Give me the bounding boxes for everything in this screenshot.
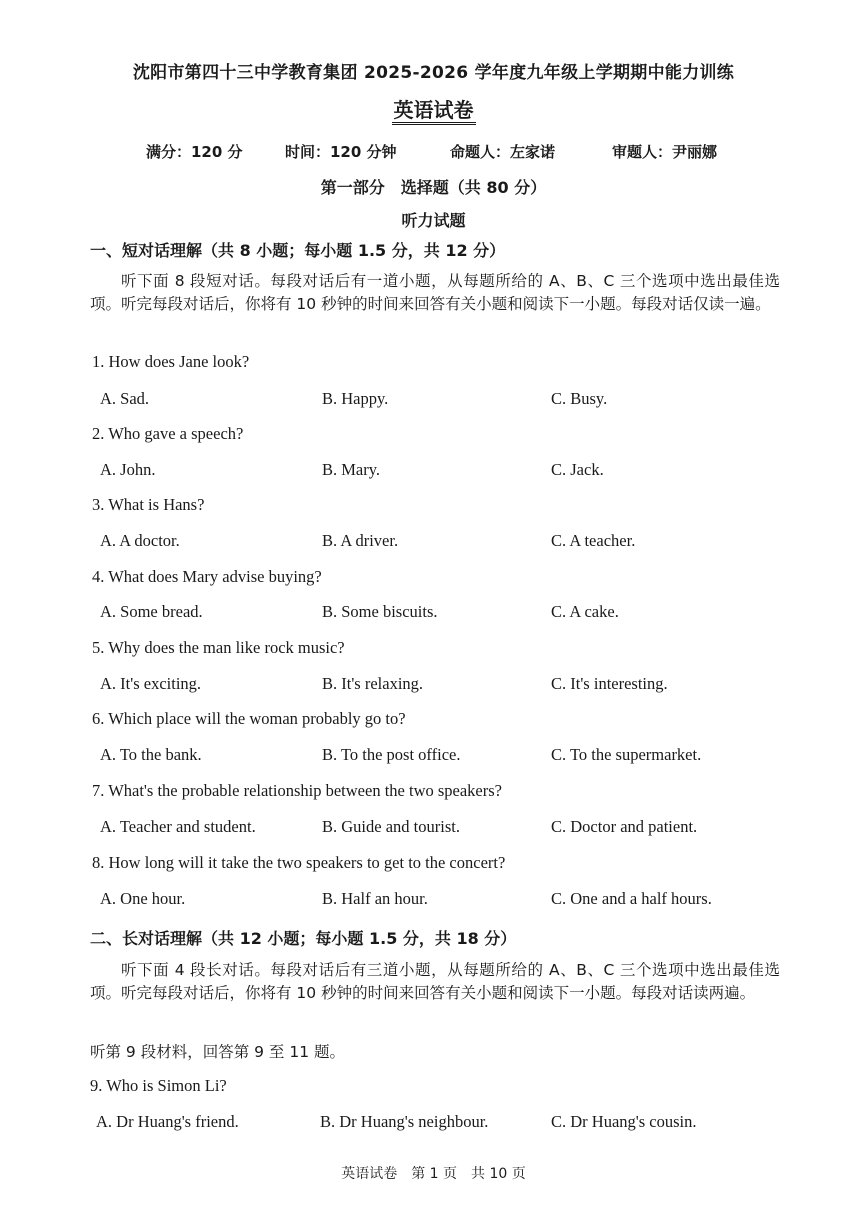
- question-1-option-a: A. Sad.: [100, 389, 150, 408]
- subject-title: 英语试卷: [0, 94, 867, 123]
- question-3-option-a: A. A doctor.: [100, 531, 180, 550]
- exam-time: 时间：120 分钟: [285, 143, 397, 161]
- section-one-heading: 一、短对话理解（共 8 小题；每小题 1.5 分，共 12 分）: [90, 241, 506, 260]
- section-two-heading: 二、长对话理解（共 12 小题；每小题 1.5 分，共 18 分）: [90, 929, 517, 948]
- question-4: 4. What does Mary advise buying?: [92, 567, 322, 586]
- question-5-option-a: A. It's exciting.: [100, 674, 202, 693]
- question-5: 5. Why does the man like rock music?: [92, 638, 345, 657]
- question-2-option-a: A. John.: [100, 460, 156, 479]
- full-score: 满分：120 分: [146, 143, 243, 161]
- question-6: 6. Which place will the woman probably go to?: [92, 709, 406, 728]
- question-8-option-a: A. One hour.: [100, 889, 186, 908]
- question-5-option-b: B. It's relaxing.: [322, 674, 424, 693]
- question-4-option-a: A. Some bread.: [100, 602, 203, 621]
- question-7-option-a: A. Teacher and student.: [100, 817, 256, 836]
- question-1: 1. How does Jane look?: [92, 352, 250, 371]
- question-author: 命题人：左家诺: [450, 143, 556, 161]
- question-8: 8. How long will it take the two speakers to get to the concert?: [92, 853, 506, 872]
- question-7: 7. What's the probable relationship between the two speakers?: [92, 781, 502, 800]
- question-1-option-c: C. Busy.: [551, 389, 608, 408]
- section-two-instructions: 听下面 4 段长对话。每段对话后有三道小题，从每题所给的 A、B、C 三个选项中选出最佳选项。听完每段对话后，你将有 10 秒钟的时间来回答有关小题和阅读下一小题。每段对话读两遍。: [90, 961, 780, 1002]
- question-7-option-b: B. Guide and tourist.: [322, 817, 460, 836]
- question-5-option-c: C. It's interesting.: [551, 674, 668, 693]
- section-one-instructions: 听下面 8 段短对话。每段对话后有一道小题，从每题所给的 A、B、C 三个选项中选出最佳选项。听完每段对话后，你将有 10 秒钟的时间来回答有关小题和阅读下一小题。每段对话仅读一遍。: [90, 272, 780, 313]
- question-6-option-b: B. To the post office.: [322, 745, 461, 764]
- question-2: 2. Who gave a speech?: [92, 424, 244, 443]
- question-2-option-b: B. Mary.: [322, 460, 381, 479]
- listening-title: 听力试题: [401, 211, 466, 230]
- question-9-option-c: C. Dr Huang's cousin.: [551, 1112, 697, 1131]
- part-one-title: 第一部分 选择题（共 80 分）: [320, 178, 547, 197]
- question-1-option-b: B. Happy.: [322, 389, 389, 408]
- page-footer: 英语试卷 第 1 页 共 10 页: [341, 1166, 526, 1182]
- question-8-option-b: B. Half an hour.: [322, 889, 428, 908]
- question-2-option-c: C. Jack.: [551, 460, 604, 479]
- question-8-option-c: C. One and a half hours.: [551, 889, 712, 908]
- question-3: 3. What is Hans?: [92, 495, 205, 514]
- question-3-option-c: C. A teacher.: [551, 531, 636, 550]
- question-4-option-c: C. A cake.: [551, 602, 619, 621]
- question-4-option-b: B. Some biscuits.: [322, 602, 438, 621]
- question-9: 9. Who is Simon Li?: [90, 1076, 227, 1095]
- reviewer: 审题人：尹丽娜: [612, 143, 718, 161]
- question-9-option-a: A. Dr Huang's friend.: [96, 1112, 239, 1131]
- question-6-option-a: A. To the bank.: [100, 745, 202, 764]
- question-6-option-c: C. To the supermarket.: [551, 745, 702, 764]
- question-9-option-b: B. Dr Huang's neighbour.: [320, 1112, 489, 1131]
- material-instruction: 听第 9 段材料，回答第 9 至 11 题。: [90, 1043, 346, 1061]
- exam-title: 沈阳市第四十三中学教育集团 2025-2026 学年度九年级上学期期中能力训练: [132, 63, 735, 83]
- question-7-option-c: C. Doctor and patient.: [551, 817, 698, 836]
- question-3-option-b: B. A driver.: [322, 531, 399, 550]
